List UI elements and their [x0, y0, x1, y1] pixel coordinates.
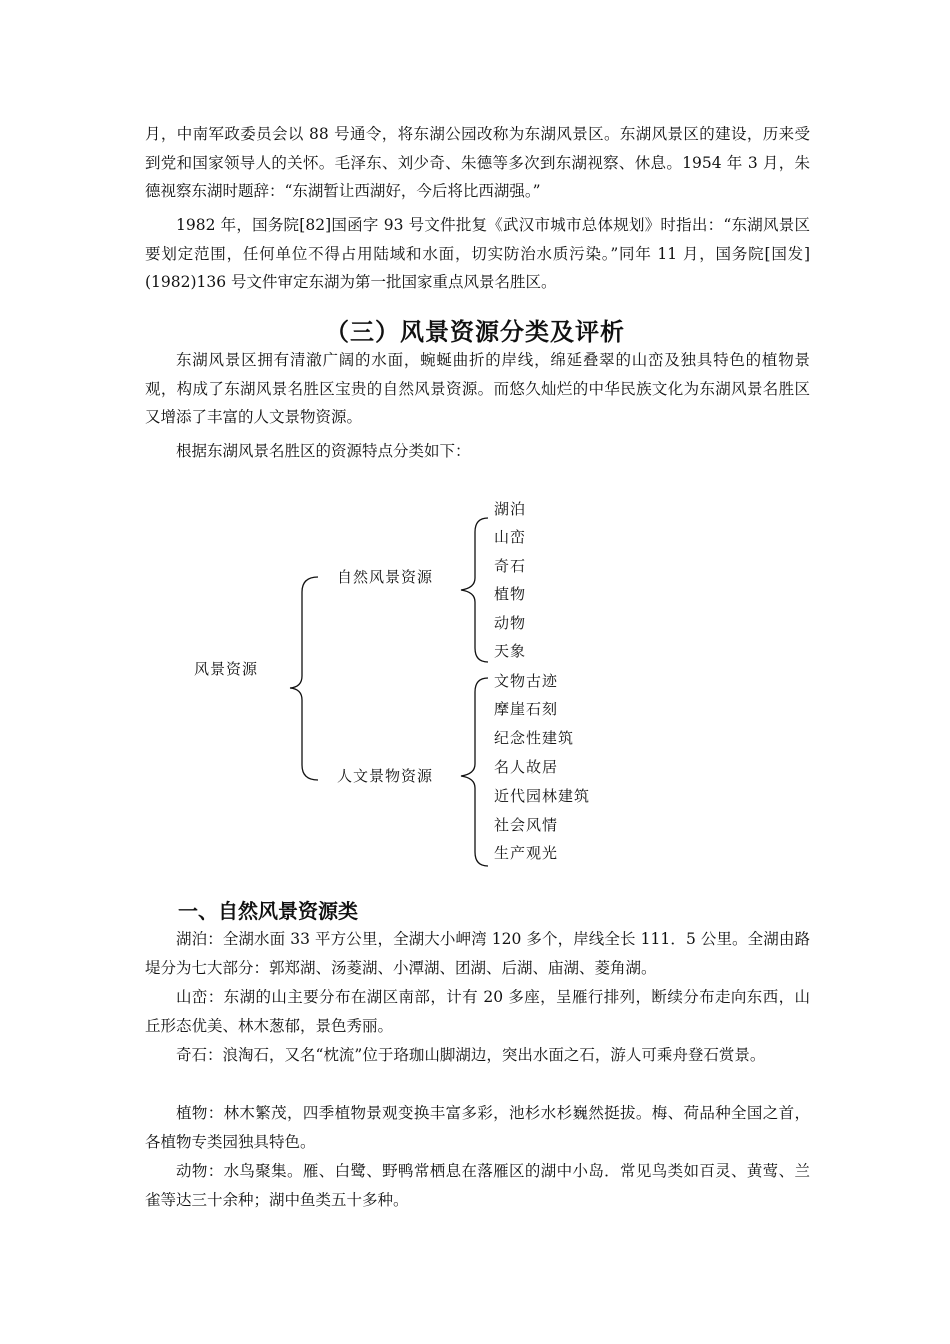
natural-brace [461, 518, 488, 662]
paragraph-hills: 山峦：东湖的山主要分布在湖区南部，计有 20 多座，呈雁行排列，断续分布走向东西，山丘形态优美、林木葱郁，景色秀丽。 [145, 988, 810, 1035]
cultural-item: 近代园林建筑 [494, 787, 591, 805]
natural-item: 山峦 [494, 528, 527, 546]
section-title: （三）风景资源分类及评析 [325, 318, 625, 346]
natural-item: 湖泊 [494, 500, 527, 518]
root-label: 风景资源 [194, 660, 259, 678]
paragraph-lakes: 湖泊：全湖水面 33 平方公里，全湖大小岬湾 120 多个，岸线全长 111．5 公里。全湖由路堤分为七大部分：郭郑湖、汤菱湖、小潭湖、团湖、后湖、庙湖、菱角湖。 [145, 930, 810, 977]
natural-item: 奇石 [494, 557, 527, 575]
cultural-item: 纪念性建筑 [494, 729, 575, 747]
cultural-item: 社会风情 [494, 816, 559, 834]
paragraph-history-2: 1982 年，国务院[82]国函字 93 号文件批复《武汉市城市总体规划》时指出：“东湖风景区要划定范围，任何单位不得占用陆域和水面，切实防治水质污染。”同年 11 月，国务院[国发](1982)136 号文件审定东湖为第一批国家重点风景名胜区。 [145, 216, 810, 291]
paragraph-history-1: 月，中南军政委员会以 88 号通令，将东湖公园改称为东湖风景区。东湖风景区的建设，历来受到党和国家领导人的关怀。毛泽东、刘少奇、朱德等多次到东湖视察、休息。1954 年 3 月，朱德视察东湖时题辞：“东湖暂让西湖好，今后将比西湖强。” [145, 125, 810, 200]
root-brace [290, 577, 318, 780]
paragraph-classification-lead: 根据东湖风景名胜区的资源特点分类如下： [176, 442, 471, 460]
cultural-item: 名人故居 [494, 758, 559, 776]
cultural-item: 文物古迹 [494, 672, 559, 690]
natural-item: 植物 [494, 585, 527, 603]
paragraph-animals: 动物：水鸟聚集。雁、白鹭、野鸭常栖息在落雁区的湖中小岛．常见鸟类如百灵、黄莺、兰雀等达三十余种；湖中鱼类五十多种。 [145, 1162, 810, 1209]
natural-item: 动物 [494, 614, 527, 632]
resource-classification-diagram [0, 480, 950, 880]
natural-item: 天象 [494, 642, 527, 660]
cultural-item: 生产观光 [494, 844, 559, 862]
cultural-item: 摩崖石刻 [494, 700, 559, 718]
brace-lines [0, 480, 950, 880]
paragraph-plants: 植物：林木繁茂，四季植物景观变换丰富多彩，池杉水杉巍然挺拔。梅、荷品种全国之首，各植物专类园独具特色。 [145, 1104, 810, 1151]
natural-resources-label: 自然风景资源 [337, 568, 434, 586]
cultural-brace [461, 678, 488, 866]
cultural-resources-label: 人文景物资源 [337, 767, 434, 785]
paragraph-intro: 东湖风景区拥有清澈广阔的水面，蜿蜒曲折的岸线，绵延叠翠的山峦及独具特色的植物景观，构成了东湖风景名胜区宝贵的自然风景资源。而悠久灿烂的中华民族文化为东湖风景名胜区又增添了丰富的人文景物资源。 [145, 351, 810, 426]
subsection-title: 一、自然风景资源类 [178, 899, 358, 923]
paragraph-rocks: 奇石：浪淘石，又名“枕流”位于珞珈山脚湖边，突出水面之石，游人可乘舟登石赏景。 [176, 1046, 766, 1064]
